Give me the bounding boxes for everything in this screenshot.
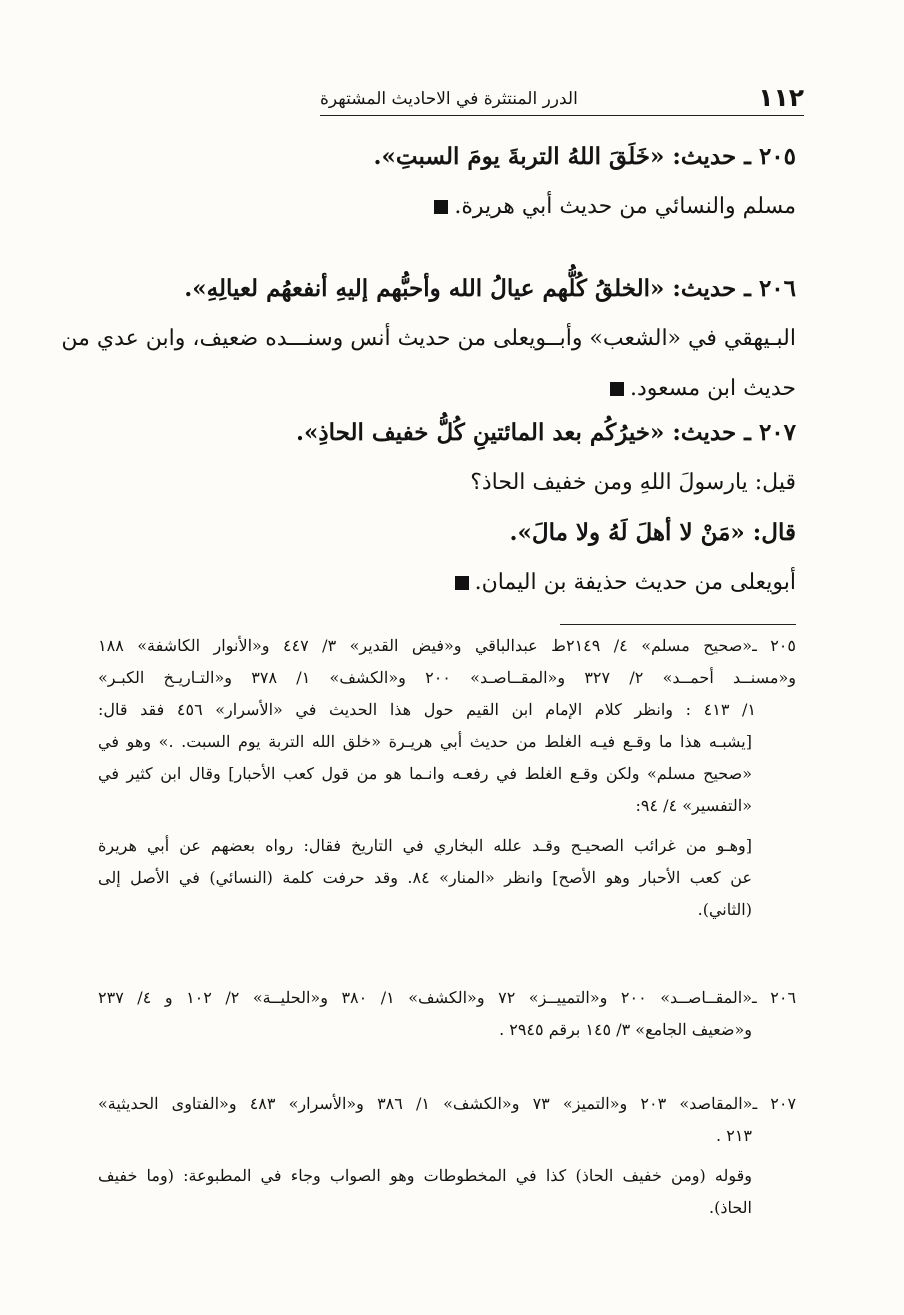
running-title: الدرر المنتثرة في الاحاديث المشتهرة bbox=[320, 89, 578, 109]
hadith-205 bbox=[374, 132, 796, 232]
footnote-line: «التفسير» ٤/ ٩٤: bbox=[635, 796, 752, 815]
hadith-206-source-cont: حديث ابن مسعود. bbox=[96, 364, 796, 414]
hadith-207 bbox=[296, 408, 796, 608]
footnote-line: ٢٠٦ ـ«المقــاصــد» ٢٠٠ و«التمييــز» ٧٢ و«الكشف» ١/ ٣٨٠ و«الحليــة» ٢/ ١٠٢ و ٤/ ٢٣٧ bbox=[98, 988, 797, 1007]
footnote-line: «صحيح مسلم» ولكن وقـع الغلط في رفعـه وانـما هو من قول كعب الأحبار] وقال ابن كثير في bbox=[98, 764, 752, 783]
footnote-205 bbox=[98, 630, 796, 926]
hadith-205-text: ٢٠٥ ـ حديث: «خَلَقَ اللهُ التربةَ يومَ السبتِ». bbox=[373, 143, 796, 170]
hadith-206-text: ٢٠٦ ـ حديث: «الخلقُ كُلُّهم عيالُ الله وأحبُّهم إليهِ أنفعهُم لعيالِهِ». bbox=[184, 275, 796, 302]
footnote-separator bbox=[560, 624, 796, 625]
hadith-206 bbox=[61, 264, 796, 414]
end-square-icon bbox=[455, 576, 469, 590]
page-header bbox=[320, 80, 804, 116]
footnote-line: ٢٠٥ ـ«صحيح مسلم» ٤/ ٢١٤٩ط عبدالباقي و«فيض القدير» ٣/ ٤٤٧ و«الأنوار الكاشفة» ١٨٨ bbox=[98, 636, 796, 655]
footnote-line: الحاذ). bbox=[709, 1198, 752, 1217]
hadith-207-source: أبويعلى من حديث حذيفة بن اليمان. bbox=[296, 558, 796, 608]
footnote-line: ٢١٣ . bbox=[716, 1126, 752, 1145]
hadith-207-text: ٢٠٧ ـ حديث: «خيرُكُم بعد المائتينِ كُلُّ خفيف الحاذِ». bbox=[295, 419, 796, 446]
end-square-icon bbox=[610, 382, 624, 396]
footnote-line: (الثاني). bbox=[697, 900, 752, 919]
footnote-line: ١/ ٤١٣ : وانظر كلام الإمام ابن القيم حول هذا الحديث في «الأسرار» ٤٥٦ فقد قال: bbox=[98, 700, 756, 719]
footnote-line: [يشبـه هذا ما وقـع فيـه الغلط من حديث أبي هريـرة «خلق الله التربة يوم السبت. .» وهو في bbox=[98, 732, 752, 751]
footnote-line: و«مسنــد أحمــد» ٢/ ٣٢٧ و«المقــاصـد» ٢٠٠ و«الكشف» ١/ ٣٧٨ و«التـاريـخ الكبـر» bbox=[98, 668, 796, 687]
page-number: ١١٢ bbox=[758, 83, 804, 112]
footnote-line: عن كعب الأحبار وهو الأصح] وانظر «المنار» ٨٤. وقد حرفت كلمة (النسائي) في الأصل إلى bbox=[98, 868, 752, 887]
footnote-line: و«ضعيف الجامع» ٣/ ١٤٥ برقم ٢٩٤٥ . bbox=[499, 1020, 752, 1039]
hadith-207-answer: قال: «مَنْ لا أهلَ لَهُ ولا مالَ». bbox=[509, 519, 796, 546]
footnote-207 bbox=[98, 1088, 796, 1224]
hadith-205-source: مسلم والنسائي من حديث أبي هريرة. bbox=[374, 182, 796, 232]
end-square-icon bbox=[434, 200, 448, 214]
footnote-206 bbox=[98, 982, 796, 1046]
hadith-207-question: قيل: يارسولَ اللهِ ومن خفيف الحاذ؟ bbox=[470, 470, 796, 495]
footnote-line: ٢٠٧ ـ«المقاصد» ٢٠٣ و«التميز» ٧٣ و«الكشف» ١/ ٣٨٦ و«الأسرار» ٤٨٣ و«الفتاوى الحديثية» bbox=[98, 1094, 797, 1113]
footnote-line: وقوله (ومن خفيف الحاذ) كذا في المخطوطات وهو الصواب وجاء في المطبوعة: (وما خفيف bbox=[98, 1166, 752, 1185]
hadith-206-source: البـيهقي في «الشعب» وأبــويعلى من حديث أنس وسنـــده ضعيف، وابن عدي من bbox=[61, 326, 796, 351]
footnote-line: [وهـو من غرائب الصحيـح وقـد علله البخاري في التاريخ فقال: رواه بعضهم عن أبي هريرة bbox=[98, 836, 752, 855]
